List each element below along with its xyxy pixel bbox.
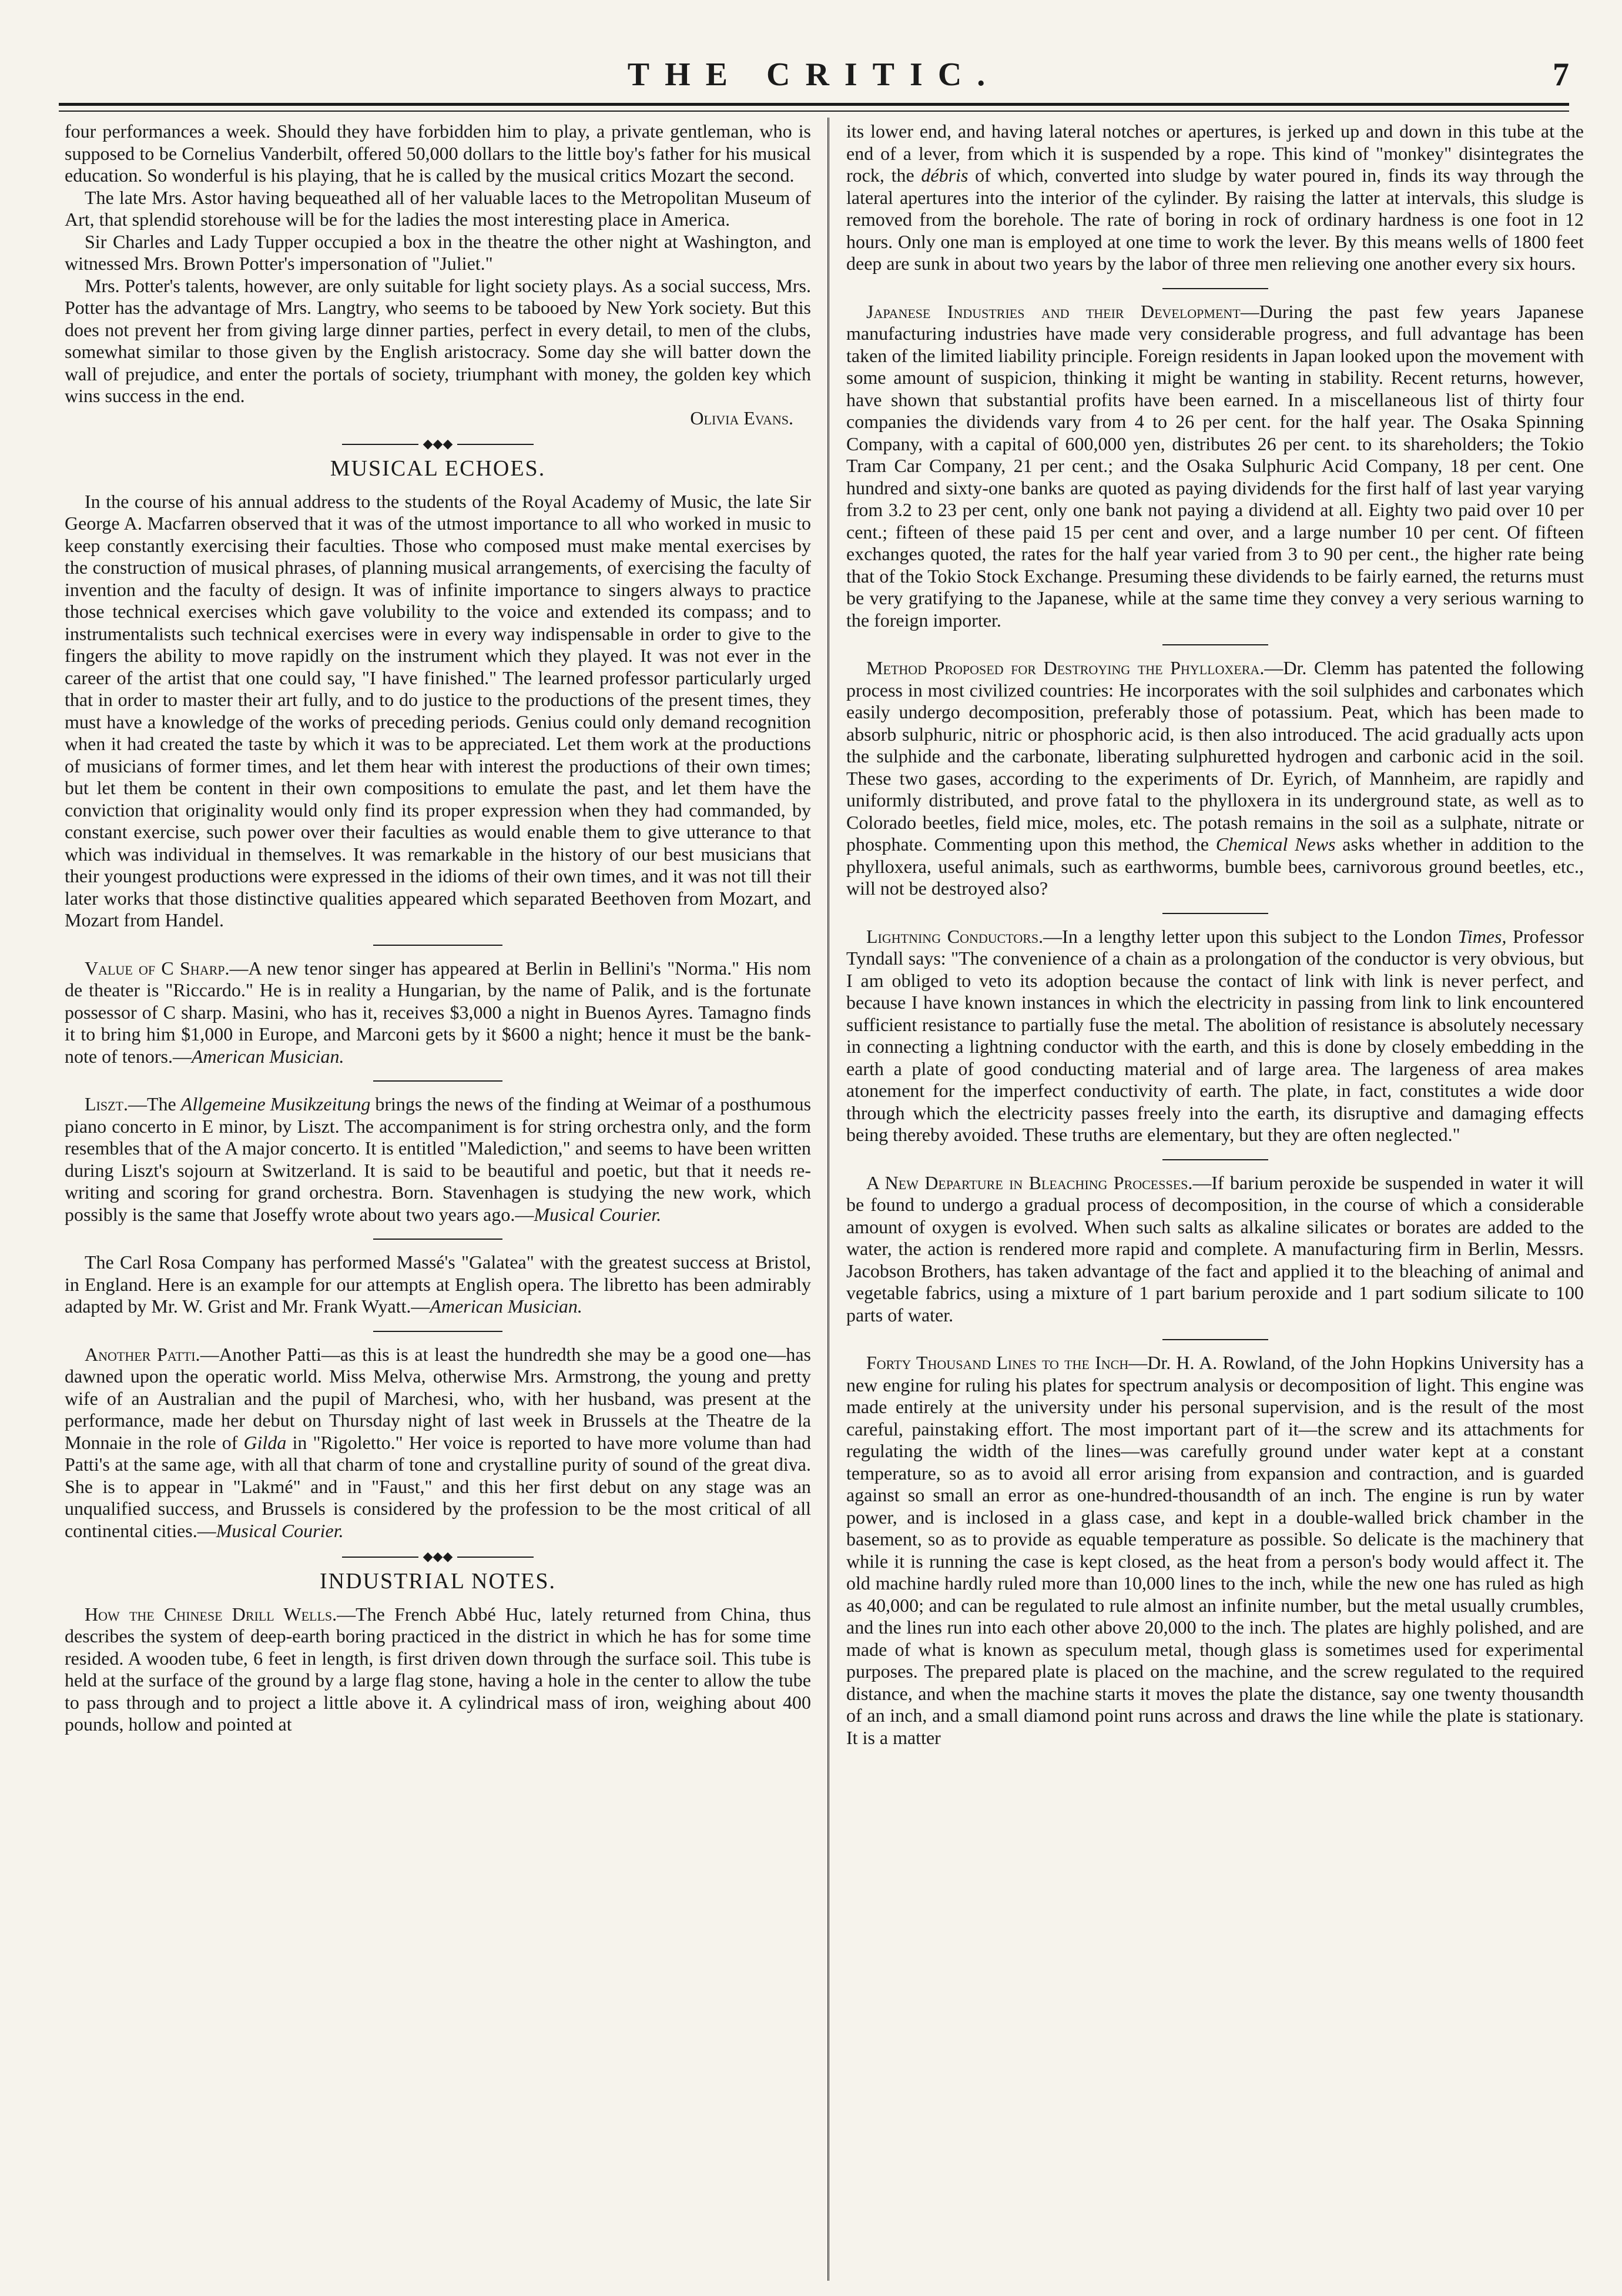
item-separator <box>373 1331 502 1332</box>
news-item-liszt: Liszt.—The Allgemeine Musikzeitung brings the news of the finding at Weimar of a posthumous piano concerto in E minor, by Liszt. The accompaniment is for string orchestra only, and the form resembles that of the A major concerto. It is entitled "Malediction," and seems to have been written during Liszt's sojourn at Switzerland. It is said to be beautiful and poetic, but that it needs re-writing and scoring for grand orchestra. Born. Stavenhagen is studying the new work, which possibly is the same that Joseffy wrote about two years ago.—Musical Courier. <box>65 1093 811 1225</box>
item-text: Professor Tyndall says: "The convenience of a chain as a prolongation of the conductor is very obvious, but I am obliged to veto its adoption because the contact of link with link is never perfect, and because I have known instances in which the electricity in passing from link to link encountered sufficient resistance to partially fuse the metal. The abolition of resistance is absolutely necessary in connecting a lightning conductor with the earth, and this is done by closely embedding in the earth a plate of good conducting material and of large area. The largeness of area makes atonement for the imperfect conductivity of earth. The plate, in fact, constitutes a wide door through which the electricity passes freely into the earth, its disruptive and damaging effects being thereby avoided. These truths are elementary, but they are often neglected." <box>846 925 1584 1145</box>
item-lead: Liszt. <box>85 1093 128 1114</box>
item-separator <box>373 945 502 946</box>
news-item-carl-rosa: The Carl Rosa Company has performed Massé's "Galatea" with the greatest success at Bristol, in England. Here is an example for our attempts at English opera. The libretto has been admirably adapted by Mr. W. Grist and Mr. Frank Wyatt.—American Musician. <box>65 1251 811 1317</box>
item-text: brings the news of the finding at Weimar of a posthumous piano concerto in E minor, by Liszt. The accompaniment is for string orchestra only, and the form resembles that of the A major concerto. It is entitled "Malediction," and seems to have been written during Liszt's sojourn at Switzerland. It is said to be beautiful and poetic, but that it needs re-writing and scoring for grand orchestra. Born. Stavenhagen is studying the new work, which possibly is the same that Joseffy wrote about two years ago. <box>65 1093 811 1225</box>
item-text: —In a lengthy letter upon this subject to the London <box>1043 925 1452 947</box>
item-text: —During the past few years Japanese manufacturing industries have made very considerable progress, and full advantage has been taken of the limited liability principle. Foreign residents in Japan looked upon the movement with some amount of suspicion, thinking it might be wanting in stability. Recent returns, however, have shown that substantial profits have been earned. In a miscellaneous list of thirty four companies the dividends vary from 4 to 26 per cent. for the half year. The Osaka Spinning Company, with a capital of 600,000 yen, distributes 26 per cent. to its shareholders; the Tokio Tram Car Company, 21 per cent.; and the Osaka Sulphuric Acid Company, 18 per cent. One hundred and sixty-one banks are quoted as paying dividends for the first half of last year varying from 3.2 to 23 per cent, only one bank not paying a dividend at all. Eighty two paid over 10 per cent.; fifteen of these paid 15 per cent and over, and a large number 10 per cent. Of fifteen exchanges quoted, the rates for the half year varied from 3 to 90 per cent., the higher rate being that of the Tokio Stock Exchange. Presuming these dividends to be fairly earned, the returns must be very gratifying to the Japanese, while at the same time they convey a very serious warning to the foreign importer. <box>846 300 1584 631</box>
news-item-forty-thousand-lines <box>846 1352 1584 1749</box>
item-separator <box>373 1080 502 1082</box>
item-text: —Dr. H. A. Rowland, of the John Hopkins University has a new engine for ruling his plates for spectrum analysis or decomposition of light. This engine was made entirely at the university under his personal supervision, and is the result of the most careful, painstaking effort. The most important part of it—the screw and its attachments for regulating the width of the lines—was carefully ground under water kept at a constant temperature, so as to avoid all error arising from expansion and contraction, and is guarded against so small an error as one-hundred-thousandth of an inch. The engine is run by water power, and is inclosed in a glass case, and kept in a double-walled brick chamber in the basement, so as to provide as equable temperature as possible. So delicate is the machinery that while it is running the case is kept closed, as the heat from a person's body would affect it. The old machine hardly ruled more than 10,000 lines to the inch, while the new one has ruled as high as 40,000; and can be regulated to rule almost an infinite number, but the metal usually crumbles, and the lines run into each other above 20,000 to the inch. The plates are highly polished, and are made of what is known as speculum metal, though glass is sometimes used for experimental purposes. The prepared plate is placed on the machine, and the screw regulated to the required distance, and when the machine starts it moves the plate the distance, say one twenty thousandth of an inch, and a small diamond point runs across and draws the line while the plate is stationary. It is a matter <box>846 1352 1584 1748</box>
item-text: —The <box>128 1093 176 1114</box>
item-source: Musical Courier. <box>534 1203 662 1225</box>
item-text: The Carl Rosa Company has performed Massé's "Galatea" with the greatest success at Bristol, in England. Here is an example for our attempts at English opera. The libretto has been admirably adapted by Mr. W. Grist and Mr. Frank Wyatt. <box>65 1251 811 1317</box>
author-byline: Olivia Evans. <box>690 407 793 429</box>
item-lead: Japanese Industries and their Development <box>866 300 1241 322</box>
journal-name: Allgemeine Musikzeitung <box>180 1093 371 1114</box>
item-text: its lower end, and having lateral notches or apertures, is jerked up and down in this tube at the end of a lever, from which it is suspended by a rope. This kind of "monkey" disintegrates the rock, the <box>846 121 1584 186</box>
news-item-phylloxera <box>846 657 1584 900</box>
journal-name: Chemical News <box>1215 834 1336 855</box>
item-separator <box>1162 288 1268 289</box>
item-text: —If barium peroxide be suspended in water it will be found to undergo a gradual process of decomposition, in the course of which a considerable amount of oxygen is evolved. When such salts as alkaline silicates or borates are added to the water, the action is rendered more rapid and complete. A manufacturing firm in Berlin, Messrs. Jacobson Brothers, has taken advantage of the fact and applied it to the bleaching of animal and vegetable fabrics, using a mixture of 1 part barium peroxide and 1 part sodium silicate to 100 parts of water. <box>846 1172 1584 1326</box>
item-source: American Musician. <box>430 1296 582 1317</box>
item-separator <box>1162 644 1268 645</box>
article-paragraph: Mrs. Potter's talents, however, are only suitable for light society plays. As a social success, Mrs. Potter has the advantage of Mrs. Langtry, who seems to be tabooed by New York society. But this does not prevent her from giving large dinner parties, perfect in every detail, to men of the clubs, somewhat similar to those given by the English aristocracy. Some day she will batter down the wall of prejudice, and enter the portals of society, triumphant with money, the golden key which wins success in the end. <box>65 275 811 406</box>
news-item-c-sharp: Value of C Sharp.—A new tenor singer has appeared at Berlin in Bellini's "Norma." His nom de theater is "Riccardo." He is in reality a Hungarian, by the name of Palik, and is the fortunate possessor of C sharp. Masini, who has it, receives $3,000 a night in Buenos Ayres. Tamagno finds it to bring him $1,000 in Europe, and Marconi gets by it $600 a night; hence it must be the bank-note of tenors.—American Musician. <box>65 957 811 1067</box>
item-lead: Forty Thousand Lines to the Inch <box>866 1352 1129 1373</box>
item-text: —A new tenor singer has appeared at Berlin in Bellini's "Norma." His nom de theater is "Riccardo." He is in reality a Hungarian, by the name of Palik, and is the fortunate possessor of C sharp. Masini, who has it, receives $3,000 a night in Buenos Ayres. Tamagno finds it to bring him $1,000 in Europe, and Marconi gets by it $600 a night; hence it must be the bank-note of tenors. <box>65 957 811 1067</box>
item-lead: How the Chinese Drill Wells. <box>85 1603 337 1625</box>
section-ornament: ◆◆◆ <box>65 1550 811 1562</box>
news-item-another-patti: Another Patti.—Another Patti—as this is at least the hundredth she may be a good one—has dawned upon the operatic world. Miss Melva, otherwise Mrs. Armstrong, the young and pretty wife of an Australian and the pupil of Marchesi, who, with her husband, was present at the performance, made her debut on Thursday night of last week in Brussels at the Theatre de la Monnaie in the role of Gilda in "Rigoletto." Her voice is reported to have more volume than had Patti's at the same age, with all that charm of tone and crystalline purity of sound of the great diva. She is to appear in "Lakmé" and in "Faust," and this her first debut on any stage was an unqualified success, and Brussels is considered by the profession to be the most critical of all continental cities.—Musical Courier. <box>65 1343 811 1541</box>
item-text: of which, converted into sludge by water poured in, finds its way through the lateral apertures into the interior of the cylinder. By raising the latter at intervals, this sludge is removed from the borehole. The rate of boring in rock of ordinary hardness is one foot in 12 hours. Only one man is employed at one time to work the lever. By this means wells of 1800 feet deep are sunk in about two years by the labor of three men relieving one another every six hours. <box>846 165 1584 274</box>
item-separator <box>1162 1159 1268 1160</box>
item-lead: Method Proposed for Destroying the Phylloxera. <box>866 657 1265 678</box>
news-item-lightning-conductors <box>846 926 1584 1146</box>
article-paragraph: The late Mrs. Astor having bequeathed all of her valuable laces to the Metropolitan Museum of Art, that splendid storehouse will be for the ladies the most interesting place in America. <box>65 186 811 230</box>
item-source: American Musician. <box>191 1045 344 1067</box>
news-item-chinese-wells <box>65 1604 811 1736</box>
news-item-japanese-industries <box>846 301 1584 632</box>
news-item-bleaching <box>846 1172 1584 1327</box>
item-lead: Lightning Conductors. <box>866 925 1044 947</box>
item-lead: A New Departure in Bleaching Processes. <box>866 1172 1193 1193</box>
masthead <box>59 56 1569 103</box>
item-separator <box>373 1239 502 1240</box>
item-text: —Dr. Clemm has patented the following process in most civilized countries: He incorporates with the soil sulphides and carbonates which easily undergo decomposition, preferably those of potassium. Peat, which has been made to absorb sulphuric, nitric or phosphoric acid, is then also introduced. The acid gradually acts upon the sulphide and the carbonate, liberating sulphuretted hydrogen and carbonic acid in the soil. These two gases, according to the experiments of Dr. Eyrich, of Mannheim, are rapidly and uniformly distributed, and prove fatal to the phylloxera in its underground state, as well as to Colorado beetles, field mice, moles, etc. The potash remains in the soil as a sulphate, nitrate or phosphate. Commenting upon this method, the <box>846 657 1584 855</box>
section-heading-musical-echoes: MUSICAL ECHOES. <box>330 456 546 481</box>
article-paragraph: Sir Charles and Lady Tupper occupied a box in the theatre the other night at Washington, and witnessed Mrs. Brown Potter's impersonation of "Juliet." <box>65 230 811 274</box>
item-lead: Another Patti. <box>85 1343 200 1365</box>
section-ornament: ◆◆◆ <box>65 437 811 450</box>
masthead-rule-thin <box>59 111 1569 112</box>
article-continuation <box>846 121 1584 275</box>
item-separator <box>1162 913 1268 914</box>
section-heading-industrial-notes: INDUSTRIAL NOTES. <box>319 1569 556 1594</box>
item-lead: Value of C Sharp. <box>85 957 230 979</box>
item-source: Musical Courier. <box>216 1519 344 1541</box>
page-number: 7 <box>1553 56 1569 93</box>
column-divider <box>827 118 829 2281</box>
item-separator <box>1162 1339 1268 1340</box>
item-text: —The French Abbé Huc, lately returned from China, thus describes the system of deep-earth boring practiced in the district in which he has for some time resided. A wooden tube, 6 feet in length, is first driven down through the surface soil. This tube is held at the surface of the ground by a large flag stone, having a hole in the center to allow the tube to pass through and to project a little above it. A cylindrical mass of iron, weighing about 400 pounds, hollow and pointed at <box>65 1603 811 1735</box>
right-column <box>846 121 1584 2272</box>
masthead-rule <box>59 103 1569 106</box>
item-text: asks whether in addition to the phylloxera, useful animals, such as earthworms, bumble bees, carnivorous ground beetles, etc., will not be destroyed also? <box>846 834 1584 899</box>
publication-title: THE CRITIC. <box>627 56 1001 93</box>
article-paragraph: In the course of his annual address to the students of the Royal Academy of Music, the late Sir George A. Macfarren observed that it was of the utmost importance to all who worked in music to keep constantly exercising their faculties. Those who composed must make mental exercises by the construction of musical phrases, of planning musical arrangements, of exercising the faculty of invention and the faculty of design. It was of infinite importance to singers always to practice those technical exercises which gave volubility to the voice and extended its compass; and to instrumentalists such technical exercises were in every way indispensable in order to give to the fingers the ability to move rapidly on the instrument which they played. It was not ever in the career of the artist that one could say, "I have finished." The learned professor particularly urged that in order to master their art fully, and to do justice to the productions of the present times, they must have a knowledge of the works of preceding periods. Genius could only demand recognition when it had created the taste by which it was to be appreciated. Let them work at the productions of musicians of former times, and let them hear with interest the productions of their own times; but let them be content in their own compositions to emulate the past, and let them have the conviction that originality would only find its proper expression when they had commanded, by constant exercise, such power over their faculties as would enable them to give utterance to that which was individual in themselves. It was remarkable in the history of our best musicians that their youngest productions were expressed in the idioms of their own times, and it was not till their later works that those distinctive qualities appeared which separated Beethoven from Mozart, and Mozart from Handel. <box>65 490 811 931</box>
item-text: in "Rigoletto." Her voice is reported to have more volume than had Patti's at the same age, with all that charm of tone and crystalline purity of sound of the great diva. She is to appear in "Lakmé" and in "Faust," and this her first debut on any stage was an unqualified success, and Brussels is considered by the profession to be the most critical of all continental cities. <box>65 1431 811 1541</box>
newspaper-name: Times, <box>1457 925 1507 947</box>
article-paragraph: four performances a week. Should they have forbidden him to play, a private gentleman, who is supposed to be Cornelius Vanderbilt, offered 50,000 dollars to the little boy's father for his musical education. So wonderful is his playing, that he is called by the musical critics Mozart the second. <box>65 121 811 186</box>
opera-role: Gilda <box>243 1431 287 1453</box>
emphasis-text: débris <box>921 165 968 186</box>
left-column <box>65 121 811 2272</box>
item-text: —Another Patti—as this is at least the hundredth she may be a good one—has dawned upon the operatic world. Miss Melva, otherwise Mrs. Armstrong, the young and pretty wife of an Australian and the pupil of Marchesi, who, with her husband, was present at the performance, made her debut on Thursday night of last week in Brussels at the Theatre de la Monnaie in the role of <box>65 1343 811 1453</box>
